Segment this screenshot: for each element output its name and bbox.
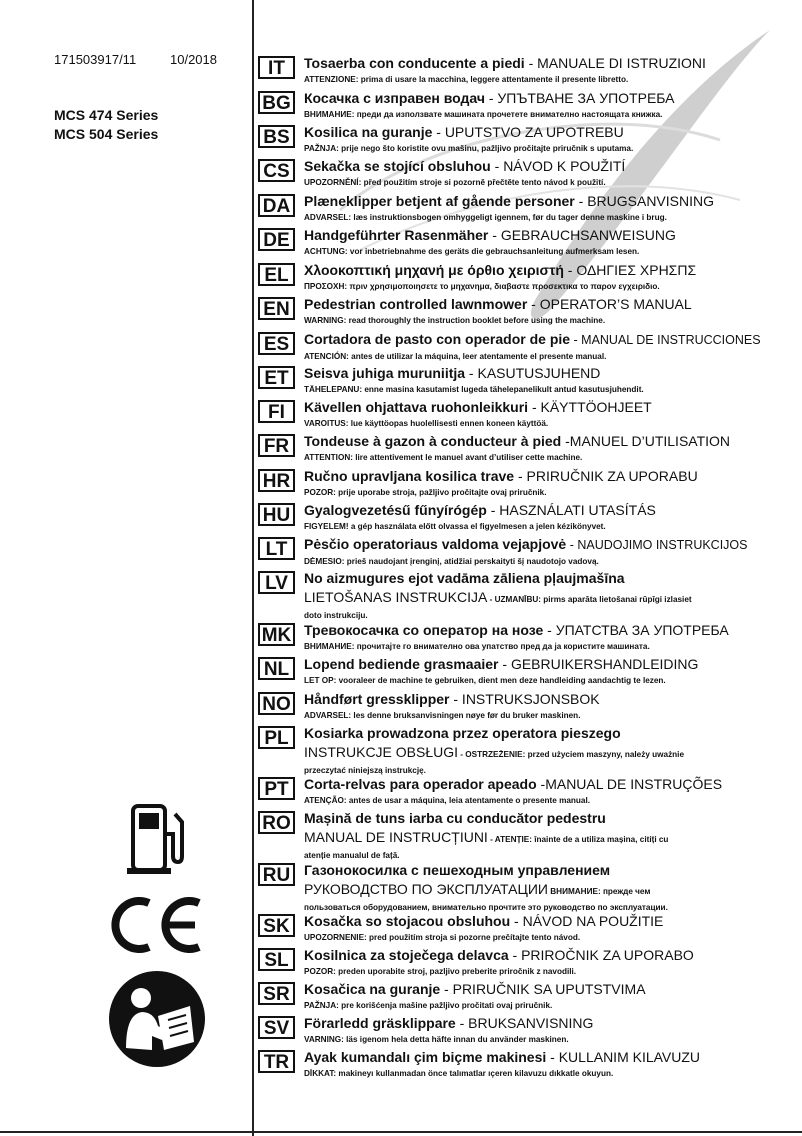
warning-text: atenție manualul de față. [304,851,400,860]
warning-text-inline: ВНИМАНИЕ: прежде чем [547,887,651,896]
model-name: MCS 504 Series [54,126,159,142]
warning-text: FIGYELEM! a gép használata előtt olvassa el figyelmesen a jelen kézikönyvet. [304,522,606,531]
manual-type: INSTRUKCJE OBSŁUGI [304,744,459,760]
product-title: Χλοοκοπτική μηχανή με όρθιο χειριστή [304,262,564,278]
manual-type: - GEBRAUCHSANWEISUNG [488,227,676,243]
warning-text: PAŽNJA: pre korišćenja mašine pažljivo pročitati ovaj priručnik. [304,1001,553,1010]
manual-type: - UPUTSTVO ZA UPOTREBU [432,124,624,140]
warning-text: ATENCIÓN: antes de utilizar la máquina, leer atentamente el presente manual. [304,352,607,361]
model-list [54,106,158,144]
product-title: Газонокосилка с пешеходным управлением [304,862,611,878]
product-title: Sekačka se stojící obsluhou [304,158,491,174]
manual-type: - PRIRUČNIK ZA UPORABU [514,468,698,484]
product-title: Pedestrian controlled lawnmower [304,296,528,312]
manual-type: - HASZNÁLATI UTASÍTÁS [486,502,656,518]
language-code: NL [258,657,295,680]
product-title: Pėsčio operatoriaus valdoma vejapjovė [304,536,567,552]
product-title: Mașină de tuns iarba cu conducător pedestru [304,810,606,826]
warning-text: UPOZORNENIE: pred použitím stroja si pozorne prečítajte tento návod. [304,933,581,942]
manual-type: - INSTRUKSJONSBOK [449,691,600,707]
warning-text: VARNING: läs igenom hela detta häfte innan du använder maskinen. [304,1035,569,1044]
warning-text: UPOZORNĚNÍ: před použitím stroje si pozorně přečtěte tento návod k použití. [304,178,606,187]
language-code: SK [258,914,295,937]
warning-text: ATTENTION: lire attentivement le manuel avant d’utiliser cette machine. [304,453,583,462]
manual-type: - NAUDOJIMO INSTRUKCIJOS [566,538,748,552]
ce-mark-icon [105,895,205,955]
product-title: Seisva juhiga muruniitja [304,365,466,381]
manual-type: - PRIROČNIK ZA UPORABO [508,947,694,963]
manual-type: РУКОВОДСТВО ПО ЭКСПЛУАТАЦИИ [304,881,548,897]
warning-text: LET OP: vooraleer de machine te gebruiken, dient men deze handleiding aandachtig te lezen. [304,676,666,685]
product-title: Cortadora de pasto con operador de pie [304,331,571,347]
warning-text: ATTENZIONE: prima di usare la macchina, leggere attentamente il presente libretto. [304,75,629,84]
warning-text: ADVARSEL: les denne bruksanvisningen nøye før du bruker maskinen. [304,711,581,720]
product-title: Lopend bediende grasmaaier [304,656,499,672]
manual-type: - BRUGSANVISNING [574,193,714,209]
bottom-rule [0,1131,802,1133]
language-code: BS [258,125,295,148]
language-code: MK [258,623,295,646]
language-code: EN [258,297,295,320]
language-code: RU [258,863,295,886]
warning-text-inline: - UZMANĪBU: pirms aparāta lietošanai rūpīgi izlasiet [487,595,692,604]
product-title: Håndført gressklipper [304,691,450,707]
warning-text: POZOR: preden uporabite stroj, pazljivo preberite priročnik z navodili. [304,967,577,976]
product-title: Kosilica na guranje [304,124,433,140]
language-code: PT [258,777,295,800]
warning-text: PAŽNJA: prije nego što koristite ovu mašinu, pažljivo pročitajte priručnik s uputama. [304,144,634,153]
language-code: DA [258,194,295,217]
product-title: Kosačka so stojacou obsluhou [304,913,511,929]
warning-text: WARNING: read thoroughly the instruction booklet before using the machine. [304,316,606,325]
language-code: HU [258,503,295,526]
document-code: 171503917/11 [54,52,137,67]
warning-text: ATENÇÃO: antes de usar a máquina, leia atentamente o presente manual. [304,796,591,805]
product-title: Ayak kumandalı çim biçme makinesi [304,1049,547,1065]
product-title: No aizmugures ejot vadāma zāliena pļaujmašīna [304,570,625,586]
language-code: TR [258,1050,295,1073]
manual-type: -MANUEL D’UTILISATION [561,433,731,449]
vertical-divider [252,0,254,1136]
language-code: FI [258,400,295,423]
language-code: RO [258,811,295,834]
product-title: Tosaerba con conducente a piedi [304,55,525,71]
product-title: Kosiarka prowadzona przez operatora pieszego [304,725,621,741]
product-title: Kosačica na guranje [304,981,441,997]
manual-type: - BRUKSANVISNING [455,1015,594,1031]
language-code: ET [258,366,295,389]
product-title: Kosilnica za stoječega delavca [304,947,509,963]
warning-text: DĖMESIO: prieš naudojant įrenginį, atidžiai perskaityti šį naudotojo vadovą. [304,557,599,566]
manual-type: - ΟΔΗΓΙΕΣ ΧΡΗΣΠΣ [563,262,697,278]
product-title: Corta-relvas para operador apeado [304,776,537,792]
warning-text: TÄHELEPANU: enne masina kasutamist lugeda tähelepanelikult antud kasutusjuhendit. [304,385,644,394]
language-code: CS [258,159,295,182]
language-code: SL [258,948,295,971]
language-code: DE [258,228,295,251]
language-code: SR [258,982,295,1005]
document-date: 10/2018 [170,52,217,67]
manual-type: - KÄYTTÖOHJEET [528,399,652,415]
manual-type: - NÁVOD K POUŽITÍ [490,158,626,174]
warning-text: doto instrukciju. [304,611,368,620]
product-title: Plæneklipper betjent af gående personer [304,193,575,209]
language-code: NO [258,692,295,715]
warning-text-inline: - ATENȚIE: înainte de a utiliza mașina, citiți cu [487,835,669,844]
language-code: IT [258,56,295,79]
product-title: Tondeuse à gazon à conducteur à pied [304,433,562,449]
warning-text: DİKKAT: makineyı kullanmadan önce talımatlar ıçeren kilavuzu dıkkatle okuyun. [304,1069,614,1078]
warning-text-inline: - OSTRZEŻENIE: przed użyciem maszyny, należy uważnie [458,750,685,759]
language-code: PL [258,726,295,749]
language-code: LT [258,537,295,560]
warning-text: пользоваться оборудованием, внимательно прочтите это руководство по эксплуатации. [304,903,668,912]
warning-text: ΠΡΟΣΟΧΗ: πριν χρησιμοποιησετε το μηχανημα, διαβαστε προσεκτικα το παρον εγχειριδιο. [304,282,660,291]
warning-text: ВНИМАНИЕ: преди да използвате машината прочетете внимателно настоящата книжка. [304,110,663,119]
product-title: Förarledd gräsklippare [304,1015,456,1031]
manual-type: - УПАТСТВА ЗА УПОТРЕБА [543,622,729,638]
language-code: LV [258,571,295,594]
language-code: ES [258,332,295,355]
manual-type: - GEBRUIKERSHANDLEIDING [498,656,699,672]
read-manual-icon [108,970,206,1068]
product-title: Gyalogvezetésű fűnyírógép [304,502,487,518]
manual-type: - УПЪТВАНЕ ЗА УПОТРЕБА [484,90,675,106]
model-name: MCS 474 Series [54,107,159,123]
fuel-pump-icon [125,800,185,878]
language-code: EL [258,263,295,286]
warning-text: przeczytać niniejszą instrukcję. [304,766,426,775]
warning-text: POZOR: prije uporabe stroja, pažljivo pročitajte ovaj priručnik. [304,488,547,497]
manual-type: - KASUTUSJUHEND [465,365,601,381]
product-title: Косачка с изправен водач [304,90,485,106]
language-code: FR [258,434,295,457]
manual-type: LIETOŠANAS INSTRUKCIJA [304,589,488,605]
product-title: Kävellen ohjattava ruohonleikkuri [304,399,529,415]
product-title: Handgeführter Rasenmäher [304,227,489,243]
manual-type: - MANUAL DE INSTRUCCIONES [570,333,761,347]
document-header [54,52,217,67]
product-title: Ručno upravljana kosilica trave [304,468,515,484]
warning-text: ВНИМАНИЕ: прочитајте го внимателно ова упатство пред да ја користите машината. [304,642,650,651]
language-code: SV [258,1016,295,1039]
manual-type: - PRIRUČNIK SA UPUTSTVIMA [440,981,646,997]
manual-type: - KULLANIM KILAVUZU [546,1049,701,1065]
manual-type: - MANUALE DI ISTRUZIONI [524,55,706,71]
manual-type: -MANUAL DE INSTRUÇÕES [536,776,723,792]
warning-text: VAROITUS: lue käyttöopas huolellisesti ennen koneen käyttöä. [304,419,549,428]
warning-text: ACHTUNG: vor inbetriebnahme des geräts die gebrauchsanleitung aufmerksam lesen. [304,247,640,256]
product-title: Тревокосачка со оператор на нозе [304,622,544,638]
warning-text: ADVARSEL: læs instruktionsbogen omhyggeligt igennem, før du tager denne maskine i brug. [304,213,667,222]
manual-type: MANUAL DE INSTRUCȚIUNI [304,829,488,845]
manual-type: - NÁVOD NA POUŽITIE [510,913,664,929]
manual-type: - OPERATOR’S MANUAL [527,296,692,312]
language-code: HR [258,469,295,492]
language-code: BG [258,91,295,114]
